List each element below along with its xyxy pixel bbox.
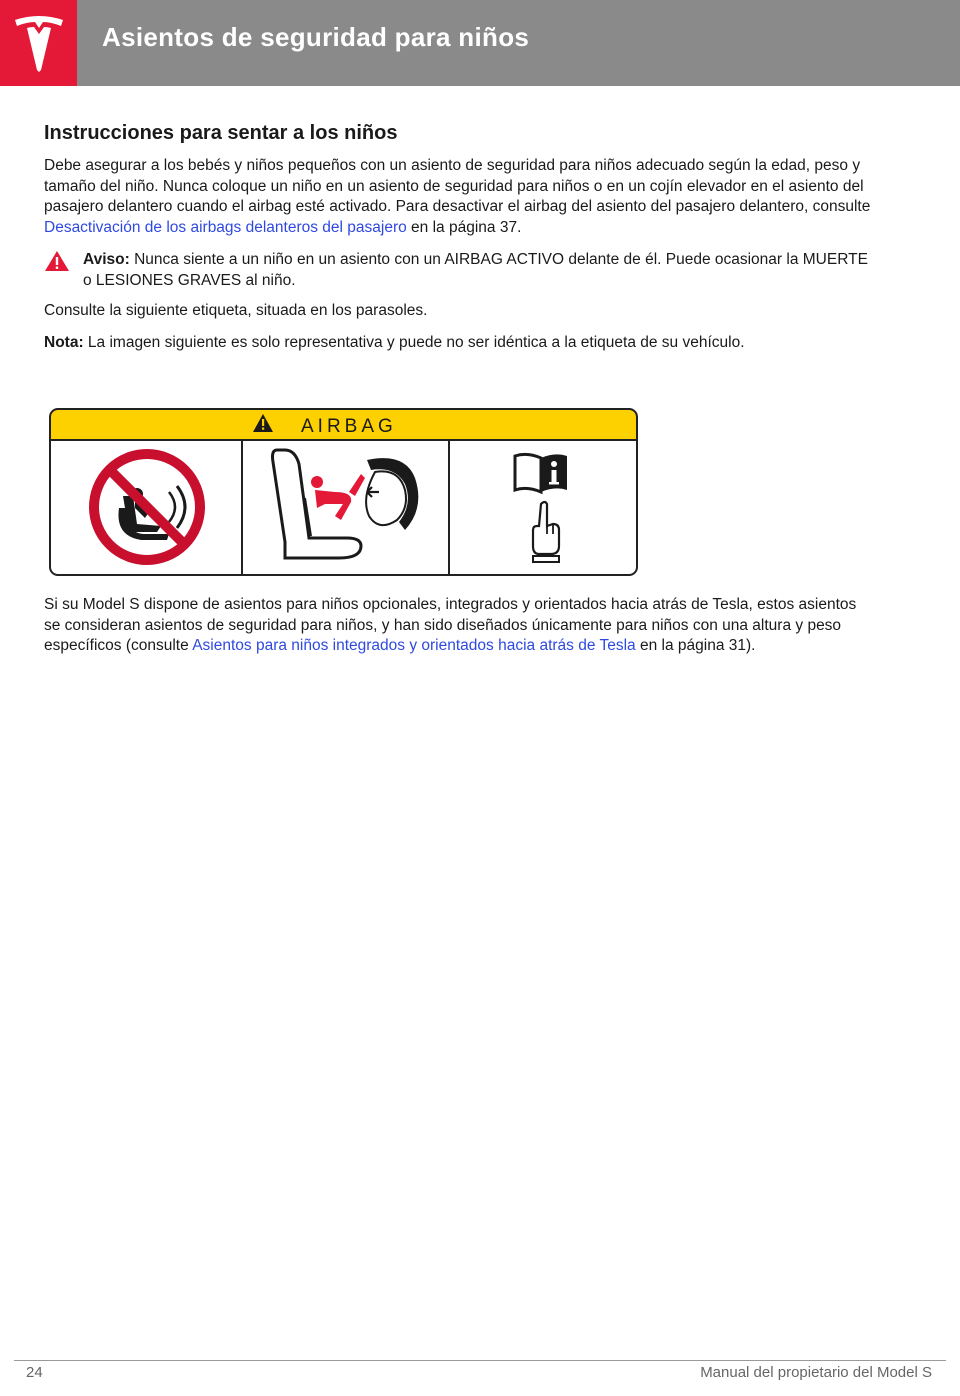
label-location-paragraph: Consulte la siguiente etiqueta, situada en los parasoles. — [44, 302, 428, 319]
section-heading: Instrucciones para sentar a los niños — [44, 122, 398, 144]
intro-text: Debe asegurar a los bebés y niños pequeños con un asiento de seguridad para niños adecuado según la edad, peso y tamaño del niño. Nunca coloque un niño en un asiento de seguridad para niños o en un cojín elevador en el asiento del pasajero delantero cuando el airbag esté activado. Para desactivar el airbag del asiento del pasajero delantero, consulte — [44, 157, 871, 215]
page-title: Asientos de seguridad para niños — [102, 22, 530, 52]
integrated-seats-link[interactable]: Asientos para niños integrados y orientados hacia atrás de Tesla — [192, 637, 636, 654]
airbag-label-graphic — [49, 408, 639, 578]
page-header — [0, 0, 960, 86]
warning-label: Aviso: — [83, 251, 130, 268]
warning-paragraph — [83, 250, 874, 291]
logo-box — [0, 0, 77, 86]
warning-icon — [44, 250, 70, 272]
manual-title: Manual del propietario del Model S — [700, 1364, 932, 1381]
integrated-seats-block — [44, 595, 874, 657]
note-paragraph — [44, 333, 874, 354]
integrated-seats-text: Si su Model S dispone de asientos para niños opcionales, integrados y orientados hacia atrás de Tesla, estos asientos se consideran asientos de seguridad para niños, y han sido diseñados únicamente para niños con una altura y peso específicos (consulte — [44, 596, 857, 654]
integrated-seats-paragraph — [44, 595, 874, 657]
note-label: Nota: — [44, 333, 84, 351]
warning-text: Nunca siente a un niño en un asiento con un AIRBAG ACTIVO delante de él. Puede ocasionar la MUERTE o LESIONES GRAVES al niño. — [83, 251, 868, 289]
airbag-warning-label — [49, 408, 639, 578]
tesla-logo-icon — [13, 14, 65, 72]
integrated-seats-tail: en la página 31). — [635, 637, 756, 654]
footer-divider — [14, 1360, 946, 1361]
intro-paragraph — [44, 156, 874, 238]
airbag-label-title: AIRBAG — [301, 416, 397, 437]
main-content — [44, 122, 874, 353]
manual-info-icon — [515, 454, 567, 492]
no-child-seat-icon — [94, 454, 200, 560]
note-text: La imagen siguiente es solo representativa y puede no ser idéntica a la etiqueta de su vehículo. — [83, 333, 745, 351]
warning-block — [44, 250, 874, 291]
page-number: 24 — [26, 1364, 43, 1381]
airbag-deactivation-link[interactable]: Desactivación de los airbags delanteros del pasajero — [44, 218, 407, 236]
intro-tail: en la página 37. — [406, 218, 522, 236]
